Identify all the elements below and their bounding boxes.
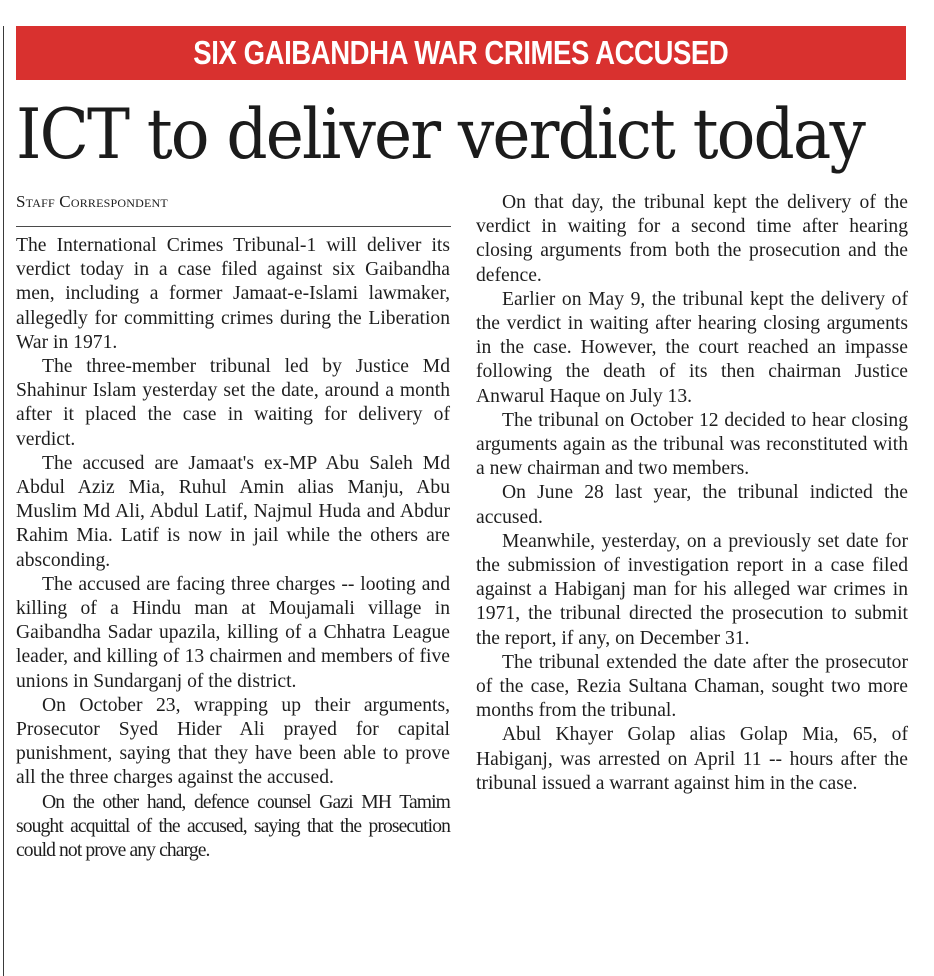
paragraph: On that day, the tribunal kept the delivery of the verdict in waiting for a second time after hearing closing arguments from both the prosecution and the defence. xyxy=(476,192,908,286)
paragraph: Abul Khayer Golap alias Golap Mia, 65, of Habiganj, was arrested on April 11 -- hours after the tribunal issued a warrant against him in the case. xyxy=(476,724,908,794)
paragraph: On the other hand, defence counsel Gazi MH Tamim sought acquittal of the accused, saying that the prosecution could not prove any charge. xyxy=(16,791,450,862)
paragraph: On October 23, wrapping up their arguments, Prosecutor Syed Hider Ali prayed for capital punishment, saying that they have been able to prove all the three charges against the accused. xyxy=(16,694,450,789)
page-edge-rule xyxy=(3,26,4,976)
paragraph: The tribunal on October 12 decided to hear closing arguments again as the tribunal was reconstituted with a new chairman and two members. xyxy=(476,409,908,480)
paragraph: Earlier on May 9, the tribunal kept the delivery of the verdict in waiting after hearing closing arguments in the case. However, the court reached an impasse following the death of its then chairman Justice Anwarul Haque on July 13. xyxy=(476,288,908,407)
byline-divider xyxy=(16,226,451,227)
article-column-right xyxy=(476,191,908,796)
paragraph: The accused are Jamaat's ex-MP Abu Saleh Md Abdul Aziz Mia, Ruhul Amin alias Manju, Abu Muslim Md Ali, Abdul Latif, Najmul Huda and Abdur Rahim Mia. Latif is now in jail while the others are absconding. xyxy=(16,452,450,571)
paragraph: The International Crimes Tribunal-1 will deliver its verdict today in a case filed against six Gaibandha men, including a former Jamaat-e-Islami lawmaker, allegedly for committing crimes during the Liberation War in 1971. xyxy=(16,235,450,353)
paragraph: The tribunal extended the date after the prosecutor of the case, Rezia Sultana Chaman, sought two more months from the tribunal. xyxy=(476,651,908,722)
byline: Staff Correspondent xyxy=(16,192,168,211)
kicker-banner: SIX GAIBANDHA WAR CRIMES ACCUSED xyxy=(16,26,906,80)
article-column-left xyxy=(16,234,450,863)
paragraph: On June 28 last year, the tribunal indicted the accused. xyxy=(476,482,908,528)
paragraph: Meanwhile, yesterday, on a previously set date for the submission of investigation report in a case filed against a Habiganj man for his alleged war crimes in 1971, the tribunal directed the prosecution to submit the report, if any, on December 31. xyxy=(476,530,908,649)
paragraph: The accused are facing three charges -- looting and killing of a Hindu man at Moujamali village in Gaibandha Sadar upazila, killing of a Chhatra League leader, and killing of 13 chairmen and members of five unions in Sundarganj of the district. xyxy=(16,573,450,692)
headline: ICT to deliver verdict today xyxy=(16,95,864,175)
paragraph: The three-member tribunal led by Justice Md Shahinur Islam yesterday set the date, around a month after it placed the case in waiting for delivery of verdict. xyxy=(16,356,450,450)
